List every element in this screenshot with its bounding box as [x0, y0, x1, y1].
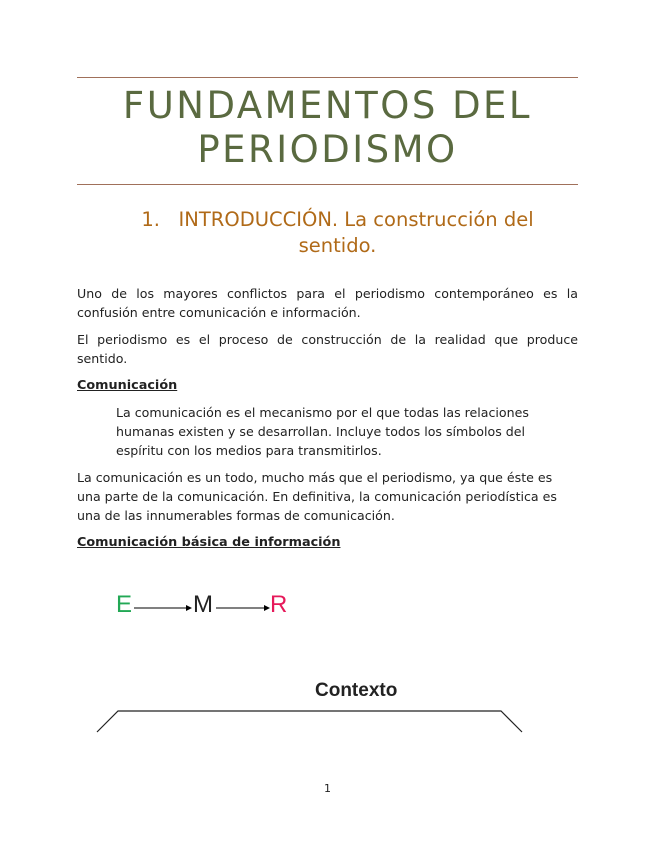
page-number: 1: [324, 782, 331, 795]
top-rule: [77, 77, 578, 78]
comunicacion-heading: Comunicación: [77, 378, 178, 393]
context-label: Contexto: [315, 680, 398, 701]
paragraph-3: La comunicación es un todo, mucho más que el periodismo, ya que éste es una parte de la comunicación. En definitiva, la comunicación periodística es una de las innumerables formas de comunicación.: [77, 470, 557, 523]
receptor-letter: R: [270, 591, 288, 618]
document-title: FUNDAMENTOS DEL PERIODISMO: [122, 84, 533, 171]
arrow-e-m-icon: [134, 604, 192, 612]
basica-heading: Comunicación básica de información: [77, 535, 341, 550]
emisor-letter: E: [116, 591, 133, 618]
context-bracket: [95, 708, 525, 734]
paragraph-1: Uno de los mayores conflictos para el periodismo contemporáneo es la confusión entre comunicación e información.: [77, 286, 578, 320]
title-bottom-rule: [77, 184, 578, 185]
section-number: 1.: [141, 208, 160, 231]
section-heading: [110, 207, 565, 259]
paragraph-2: El periodismo es el proceso de construcción de la realidad que produce sentido.: [77, 332, 578, 366]
section-text: INTRODUCCIÓN. La construcción del sentido.: [178, 208, 534, 257]
mensaje-letter: M: [193, 591, 213, 618]
arrow-m-r-icon: [216, 604, 270, 612]
comunicacion-quote: La comunicación es el mecanismo por el que todas las relaciones humanas existen y se desarrollan. Incluye todos los símbolos del espíritu con los medios para transmitirlos.: [116, 405, 529, 458]
emr-diagram: [112, 590, 312, 622]
